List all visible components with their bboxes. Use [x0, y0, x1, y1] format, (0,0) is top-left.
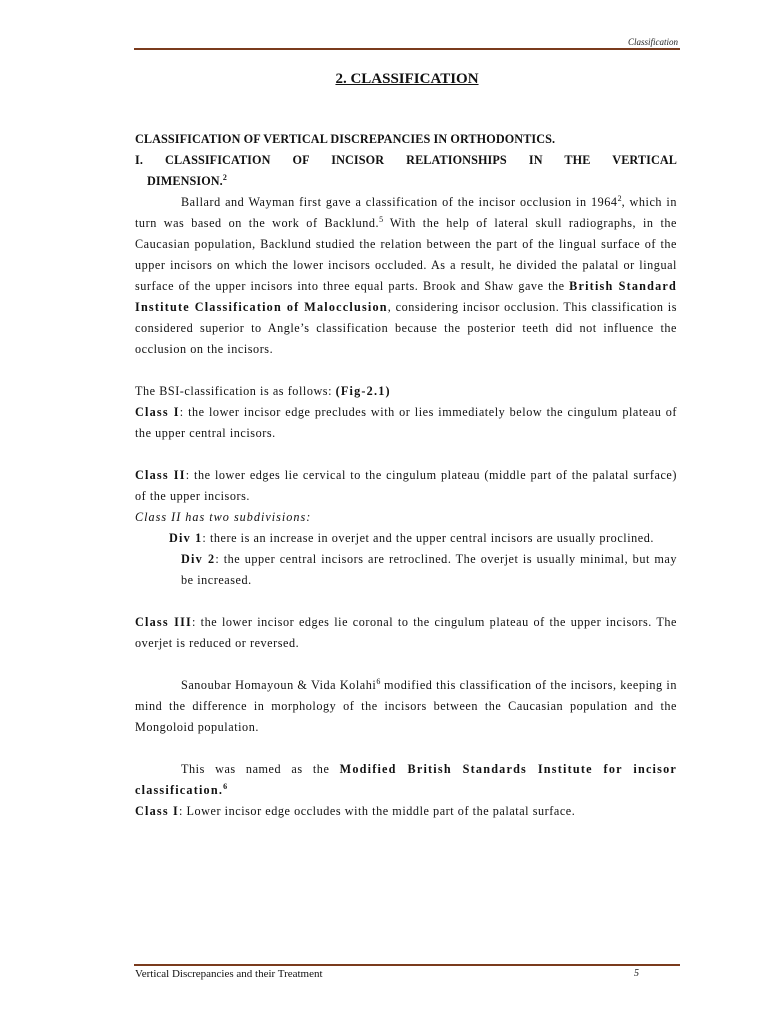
section-heading-line2: DIMENSION.$^2$ [147, 172, 227, 188]
class-ii-definition: Class II: the lower edges lie cervical to the cingulum plateau (middle part of the palatal surface) of the upper incisors. [135, 468, 678, 503]
paragraph-intro: Ballard and Wayman first gave a classification of the incisor occlusion in 1964$^2$, which in turn was based on the work of Backlund.$^5$ With the help of lateral skull radiographs, in the Caucasian population, Backlund studied the relation between the part of the lingual surface of the upper incisors on which the lower incisors occluded. As a result, he divided the palatal or lingual surface of the upper incisors into three equal parts. Brook and Shaw gave the British Standard Institute Classification of Malocclusion, considering incisor occlusion. This classification is considered superior to Angle’s classification because the posterior teeth did not influence the occlusion on the incisors. [135, 193, 678, 356]
class-ii-note: Class II has two subdivisions: [135, 510, 312, 524]
footer-title: Vertical Discrepancies and their Treatment [135, 968, 323, 980]
header-rule [134, 48, 680, 50]
running-header: Classification [627, 37, 678, 47]
page-number: 5 [634, 968, 639, 979]
div-1-definition: Div 1: there is an increase in overjet and the upper central incisors are usually proclined. [169, 531, 654, 545]
main-heading: CLASSIFICATION OF VERTICAL DISCREPANCIES IN ORTHODONTICS. [135, 132, 556, 146]
div-2-definition: Div 2: the upper central incisors are retroclined. The overjet is usually minimal, but may be increased. [181, 552, 678, 587]
paragraph-modified-bsi: This was named as the Modified British Standards Institute for incisor classification.$^6$ [135, 762, 677, 797]
class-iii-definition: Class III: the lower incisor edges lie coronal to the cingulum plateau of the upper incisors. The overjet is reduced or reversed. [135, 615, 677, 650]
document-body [135, 129, 677, 822]
footer-rule [134, 964, 680, 966]
modified-class-i-definition: Class I: Lower incisor edge occludes with the middle part of the palatal surface. [135, 804, 576, 818]
paragraph-modification: Sanoubar Homayoun & Vida Kolahi$^6$ modified this classification of the incisors, keeping in mind the difference in morphology of the incisors between the Caucasian population and the Mongoloid population. [135, 676, 677, 734]
bsi-intro: The BSI-classification is as follows: (Fig-2.1) [135, 384, 391, 398]
class-i-definition: Class I: the lower incisor edge precludes with or lies immediately below the cingulum plateau of the upper central incisors. [135, 405, 677, 440]
section-heading-line1: I. CLASSIFICATION OF INCISOR RELATIONSHIPS IN THE VERTICAL [135, 153, 677, 167]
page-title: 2. CLASSIFICATION [335, 71, 479, 87]
